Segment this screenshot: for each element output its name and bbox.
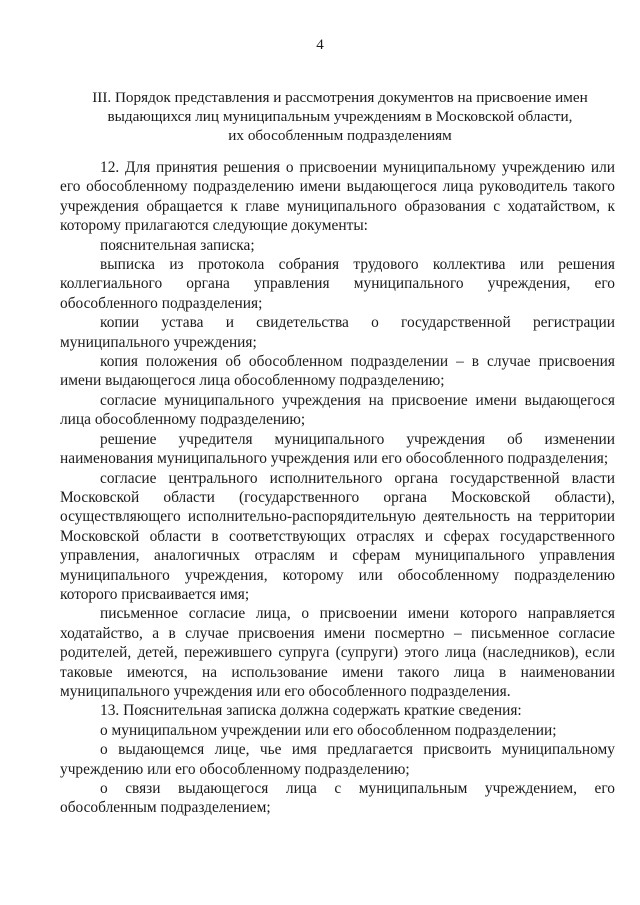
section-heading-line: их обособленным подразделениям [228, 127, 452, 144]
list-item: письменное согласие лица, о присвоении имени которого направляется ходатайство, а в случае присвоения имени посмертно – письменное согласие родителей, детей, пережившего супруга (супруги) этого лица (наследников), если таковые имеются, на использование имени такого лица в наименовании муниципального учреждения или его обособленного подразделения. [60, 605, 615, 700]
list-item: согласие муниципального учреждения на присвоение имени выдающегося лица обособленному подразделению; [60, 391, 615, 429]
document-body [60, 158, 615, 818]
list-item: о выдающемся лице, чье имя предлагается присвоить муниципальному учреждению или его обособленному подразделению; [60, 741, 615, 778]
list-item: копия положения об обособленном подразделении – в случае присвоения имени выдающегося лица обособленному подразделению; [60, 353, 615, 390]
paragraph-12-intro: 12. Для принятия решения о присвоении муниципальному учреждению или его обособленному подразделению имени выдающегося лица руководитель такого учреждения обращается к главе муниципального образования с ходатайством, к которому прилагаются следующие документы: [60, 159, 615, 235]
section-heading-line: выдающихся лиц муниципальным учреждениям в Московской области, [107, 108, 573, 125]
list-item: выписка из протокола собрания трудового коллектива или решения коллегиального органа управления муниципального учреждения, его обособленного подразделения; [60, 256, 615, 312]
section-heading-line: III. Порядок представления и рассмотрения документов на присвоение имен [92, 89, 588, 106]
paragraph-13-intro: 13. Пояснительная записка должна содержать краткие сведения: [100, 702, 522, 720]
page-number: 4 [316, 37, 324, 53]
list-item: решение учредителя муниципального учреждения об изменении наименования муниципального учреждения или его обособленного подразделения; [60, 430, 615, 468]
list-item: о муниципальном учреждении или его обособленном подразделении; [100, 721, 557, 739]
section-heading [60, 88, 620, 145]
list-item: о связи выдающегося лица с муниципальным учреждением, его обособленным подразделением; [60, 780, 615, 817]
list-item: пояснительная записка; [100, 236, 255, 254]
list-item: согласие центрального исполнительного органа государственной власти Московской области (государственного органа Московской области), осуществляющего исполнительно-распорядительную деятельность на территории Московской области в соответствующих отраслях и сферах государственного управления, аналогичных отраслям и сферам муниципального управления муниципального учреждения, которому или обособленному подразделению которого присваивается имя; [60, 469, 615, 603]
list-item: копии устава и свидетельства о государственной регистрации муниципального учреждения; [60, 314, 615, 351]
